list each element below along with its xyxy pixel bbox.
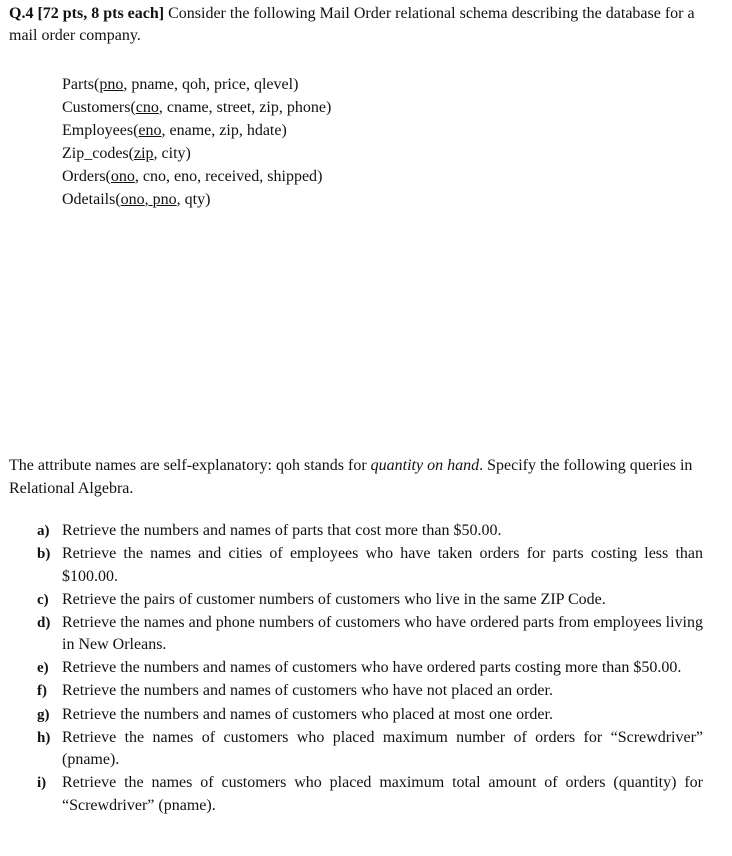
schema-relation-customers: Customers(cno, cname, street, zip, phone) xyxy=(62,99,332,116)
key-attribute: pno xyxy=(152,191,177,208)
intro-text-after: . Specify the following queries in Relational Algebra. xyxy=(9,457,693,497)
attribute: pname xyxy=(131,76,174,93)
query-label: c) xyxy=(37,591,49,608)
query-text: Retrieve the names and phone numbers of customers who have ordered parts from employees living in New Orleans. xyxy=(62,613,703,654)
query-label: e) xyxy=(37,660,49,677)
relation-name: Parts xyxy=(62,76,94,93)
query-label: d) xyxy=(37,614,51,631)
query-item xyxy=(37,680,703,703)
schema-relation-odetails: Odetails(ono, pno, qty) xyxy=(62,191,211,208)
query-text: Retrieve the numbers and names of customers who have ordered parts costing more than $50.00. xyxy=(62,659,682,677)
relation-name: Zip_codes xyxy=(62,145,129,162)
intro-paragraph xyxy=(9,454,709,500)
query-label: h) xyxy=(37,729,51,746)
query-item xyxy=(37,543,703,588)
schema-relation-zip_codes: Zip_codes(zip, city) xyxy=(62,145,191,162)
relation-name: Employees xyxy=(62,122,134,139)
key-attribute: pno xyxy=(99,76,124,93)
relation-name: Customers xyxy=(62,99,131,116)
query-label: b) xyxy=(37,546,51,563)
key-attribute: eno xyxy=(138,122,162,139)
query-text: Retrieve the names and cities of employees who have taken orders for parts costing less than $100.00. xyxy=(62,545,703,585)
query-item xyxy=(37,772,703,817)
attribute: received xyxy=(205,168,260,185)
attribute: eno xyxy=(173,168,198,185)
query-text: Retrieve the numbers and names of customers who have not placed an order. xyxy=(62,682,553,700)
attribute: qoh xyxy=(181,76,206,93)
relation-name: Orders xyxy=(62,168,106,185)
attribute: hdate xyxy=(246,122,282,139)
question-header xyxy=(9,3,709,47)
query-label: a) xyxy=(37,523,50,539)
attribute: street xyxy=(216,99,252,116)
query-item xyxy=(37,657,703,680)
query-text: Retrieve the numbers and names of customers who placed at most one order. xyxy=(62,705,553,723)
query-text: Retrieve the numbers and names of parts that cost more than $50.00. xyxy=(62,522,502,539)
query-item xyxy=(37,520,703,543)
attribute: phone xyxy=(286,99,326,116)
attribute: cno xyxy=(142,168,166,185)
question-text: Consider the following Mail Order relational schema describing the database for a mail order company. xyxy=(9,5,695,44)
attribute: shipped xyxy=(267,168,318,185)
query-text: Retrieve the names of customers who placed maximum number of orders for “Screwdriver” (pname). xyxy=(62,728,703,769)
attribute: price xyxy=(213,76,246,93)
relation-name: Odetails xyxy=(62,191,116,208)
relational-schema xyxy=(62,73,331,211)
attribute: zip xyxy=(219,122,239,139)
attribute: zip xyxy=(259,99,279,116)
attribute: city xyxy=(161,145,186,162)
query-text: Retrieve the pairs of customer numbers of customers who live in the same ZIP Code. xyxy=(62,590,606,608)
query-label: f) xyxy=(37,683,47,700)
query-item xyxy=(37,612,703,657)
attribute: qty xyxy=(184,191,206,208)
query-text: Retrieve the names of customers who placed maximum total amount of orders (quantity) for “Screwdriver” (pname). xyxy=(62,774,703,814)
query-item xyxy=(37,727,703,772)
intro-text-before: The attribute names are self-explanatory: qoh stands for xyxy=(9,457,371,474)
key-attribute: zip xyxy=(133,145,154,162)
schema-relation-employees: Employees(eno, ename, zip, hdate) xyxy=(62,122,287,139)
query-list xyxy=(37,520,703,818)
attribute: ename xyxy=(169,122,212,139)
schema-relation-orders: Orders(ono, cno, eno, received, shipped) xyxy=(62,168,323,185)
query-item xyxy=(37,704,703,727)
key-attribute: ono xyxy=(120,191,145,208)
query-label: g) xyxy=(37,706,50,723)
key-attribute: cno xyxy=(135,99,159,116)
intro-italic-term: quantity on hand xyxy=(370,457,480,474)
schema-relation-parts: Parts(pno, pname, qoh, price, qlevel) xyxy=(62,76,299,93)
attribute: qlevel xyxy=(253,76,294,93)
question-label: Q.4 [72 pts, 8 pts each] xyxy=(9,5,165,22)
attribute: cname xyxy=(166,99,209,116)
key-attribute: ono xyxy=(110,168,135,185)
query-item xyxy=(37,589,703,612)
query-label: i) xyxy=(37,775,47,792)
